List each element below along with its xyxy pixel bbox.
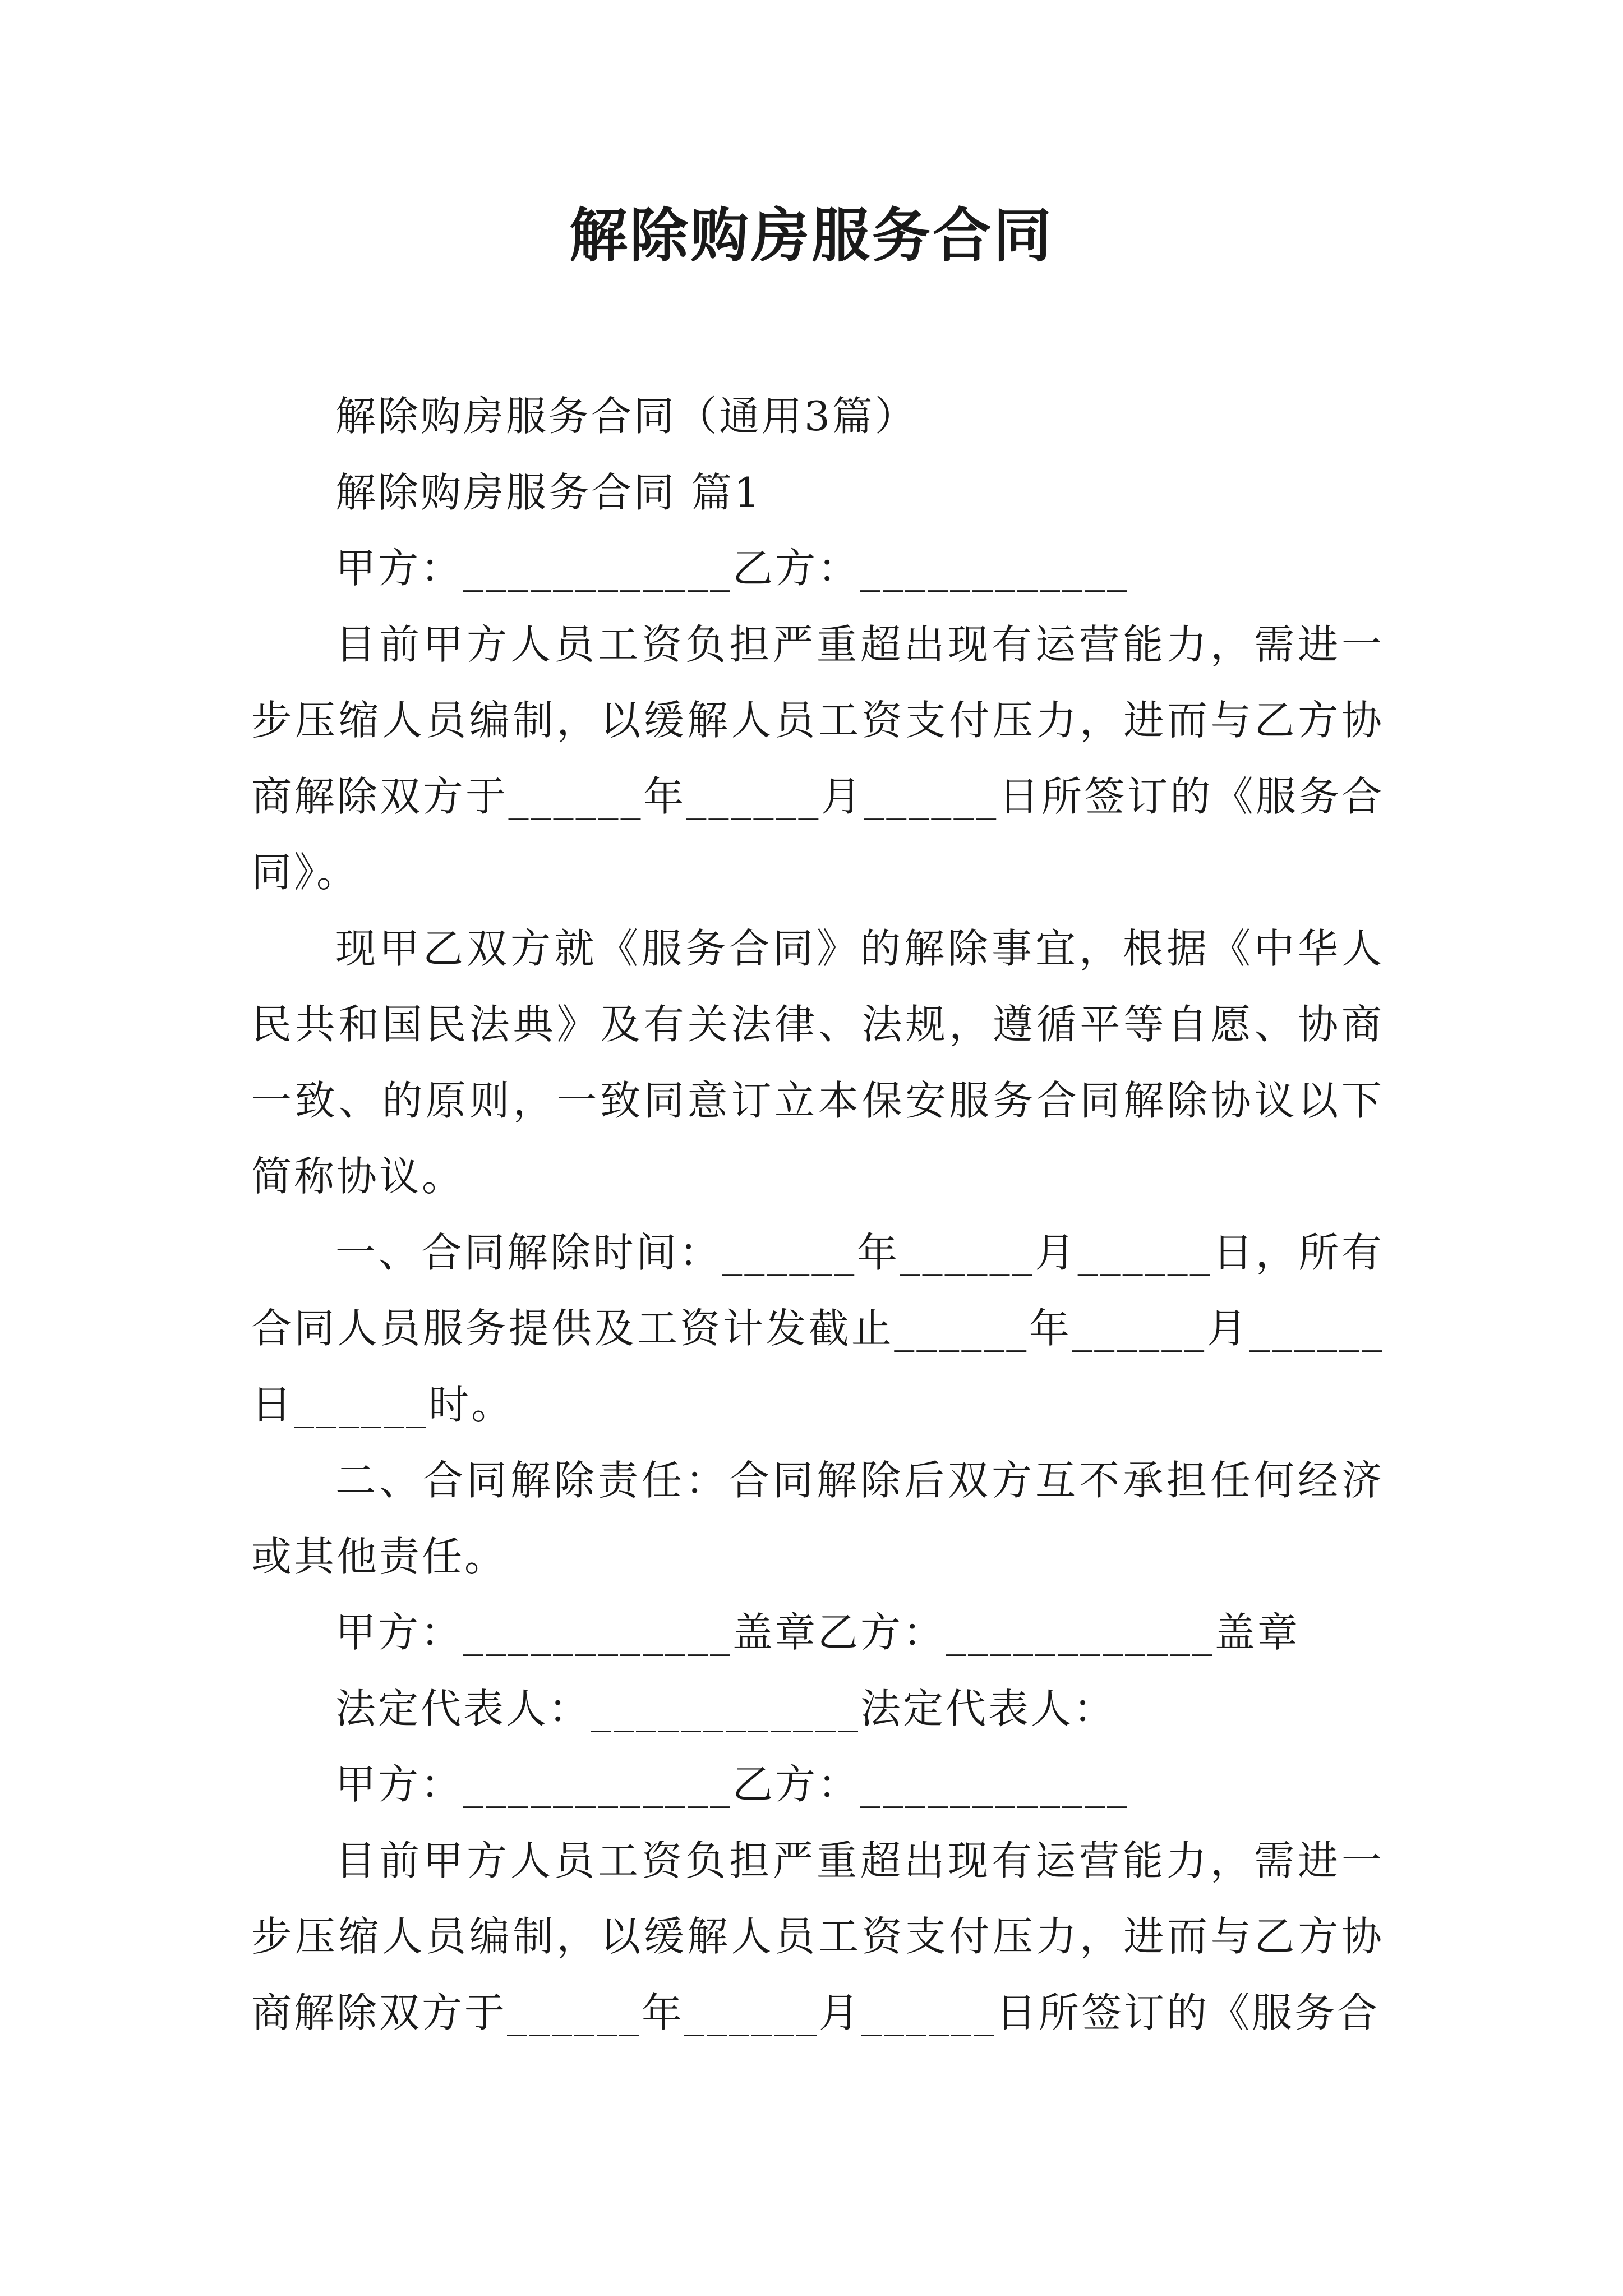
paragraph-parties: 甲方：____________乙方：____________ (335, 1761, 1130, 1808)
paragraph-representative: 法定代表人：____________法定代表人： (335, 1685, 1117, 1732)
document-body (251, 379, 1384, 2051)
paragraph-text: 目前甲方人员工资负担严重超出现有运营能力，需进一步压缩人员编制，以缓解人员工资支付压力，进而与乙方协商解除双方于______年______月______日所签订的《服务合同》。 (251, 620, 1384, 896)
paragraph-heading: 解除购房服务合同（通用3篇） (335, 393, 917, 440)
paragraph-text: 目前甲方人员工资负担严重超出现有运营能力，需进一步压缩人员编制，以缓解人员工资支付压力，进而与乙方协商解除双方于______年______月______日所签订的《服务合 (251, 1837, 1384, 2036)
paragraph-text: 二、合同解除责任：合同解除后双方互不承担任何经济或其他责任。 (251, 1457, 1384, 1580)
paragraph-text: 一、合同解除时间：______年______月______日，所有合同人员服务提供及工资计发截止______年______月______日______时。 (251, 1228, 1384, 1428)
paragraph-signature: 甲方：____________盖章乙方：____________盖章 (335, 1609, 1301, 1656)
paragraph-text: 现甲乙双方就《服务合同》的解除事宜，根据《中华人民共和国民法典》及有关法律、法规，遵循平等自愿、协商一致、的原则，一致同意订立本保安服务合同解除协议以下简称协议。 (251, 924, 1384, 1200)
paragraph-parties: 甲方：____________乙方：____________ (335, 545, 1130, 592)
paragraph-section-title: 解除购房服务合同 篇1 (335, 468, 762, 516)
document-title: 解除购房服务合同 (569, 201, 1054, 270)
